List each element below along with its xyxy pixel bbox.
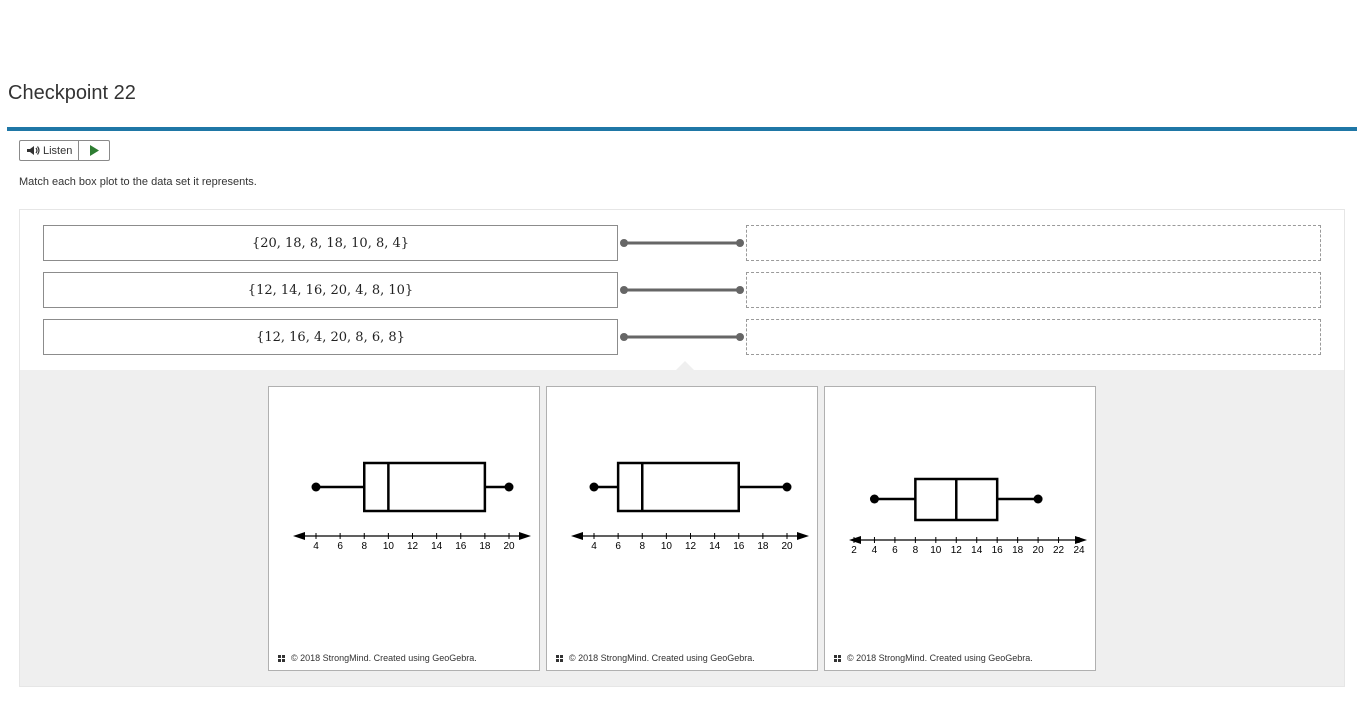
box-plot-2	[547, 387, 817, 627]
matching-panel	[19, 209, 1345, 687]
play-button[interactable]	[79, 141, 109, 160]
tick-label: 14	[431, 541, 443, 552]
source-item-3[interactable]: {12, 16, 4, 20, 8, 6, 8}	[43, 319, 618, 355]
credit-text: © 2018 StrongMind. Created using GeoGebra.	[847, 653, 1033, 663]
tick-label: 10	[382, 541, 394, 552]
tick-label: 14	[971, 545, 983, 556]
tick-label: 22	[1052, 545, 1065, 556]
tick-label: 6	[615, 541, 621, 552]
min-point	[312, 483, 321, 492]
tick-label: 12	[406, 541, 419, 552]
connector-line-3	[620, 332, 744, 342]
axis-arrow-right	[519, 532, 531, 540]
axis-arrow-right	[1075, 536, 1087, 544]
tick-label: 20	[1032, 545, 1044, 556]
credit-line	[834, 653, 1033, 663]
axis-arrow-left	[849, 536, 861, 544]
speaker-icon	[26, 145, 40, 156]
box-plot-tile-3[interactable]	[824, 386, 1096, 671]
tick-label: 16	[733, 541, 745, 552]
title-divider	[7, 127, 1357, 131]
quartile-box	[618, 463, 739, 511]
listen-button[interactable]	[20, 141, 79, 160]
tick-label: 18	[1012, 545, 1024, 556]
max-point	[1034, 495, 1043, 504]
geogebra-grip-icon	[834, 655, 841, 662]
tick-label: 18	[479, 541, 491, 552]
box-plot-3	[825, 387, 1095, 627]
tick-label: 14	[709, 541, 721, 552]
tick-label: 12	[684, 541, 697, 552]
axis-arrow-right	[797, 532, 809, 540]
axis-arrow-left	[293, 532, 305, 540]
connector-line-1	[620, 238, 744, 248]
max-point	[783, 483, 792, 492]
tick-label: 6	[892, 545, 898, 556]
tray-pointer	[676, 361, 694, 370]
tick-label: 2	[851, 545, 857, 556]
axis-arrow-left	[571, 532, 583, 540]
drop-target-1[interactable]	[746, 225, 1321, 261]
tick-label: 20	[503, 541, 515, 552]
drop-target-3[interactable]	[746, 319, 1321, 355]
credit-text: © 2018 StrongMind. Created using GeoGebra.	[291, 653, 477, 663]
credit-text: © 2018 StrongMind. Created using GeoGebra.	[569, 653, 755, 663]
tick-label: 24	[1073, 545, 1085, 556]
play-icon	[89, 145, 99, 156]
geogebra-grip-icon	[278, 655, 285, 662]
tick-label: 10	[930, 545, 942, 556]
page-title: Checkpoint 22	[8, 82, 136, 104]
tick-label: 18	[757, 541, 769, 552]
source-item-2[interactable]: {12, 14, 16, 20, 4, 8, 10}	[43, 272, 618, 308]
tick-label: 10	[660, 541, 672, 552]
instructions-text: Match each box plot to the data set it represents.	[19, 176, 257, 188]
tick-label: 12	[950, 545, 962, 556]
tick-label: 6	[337, 541, 343, 552]
box-plot-1	[269, 387, 539, 627]
min-point	[590, 483, 599, 492]
source-item-1[interactable]: {20, 18, 8, 18, 10, 8, 4}	[43, 225, 618, 261]
geogebra-grip-icon	[556, 655, 563, 662]
tick-label: 8	[912, 545, 919, 556]
tick-label: 20	[781, 541, 793, 552]
credit-line	[278, 653, 477, 663]
tick-label: 16	[991, 545, 1003, 556]
tick-label: 4	[591, 541, 597, 552]
tick-label: 16	[455, 541, 467, 552]
tick-label: 8	[361, 541, 368, 552]
max-point	[505, 483, 514, 492]
listen-control	[19, 140, 110, 161]
connector-line-2	[620, 285, 744, 295]
tick-label: 4	[871, 545, 878, 556]
listen-label: Listen	[43, 144, 73, 157]
box-plot-tile-1[interactable]	[268, 386, 540, 671]
quartile-box	[364, 463, 485, 511]
box-plot-tile-2[interactable]	[546, 386, 818, 671]
tick-label: 4	[313, 541, 319, 552]
drop-target-2[interactable]	[746, 272, 1321, 308]
tick-label: 8	[639, 541, 646, 552]
credit-line	[556, 653, 755, 663]
min-point	[870, 495, 879, 504]
